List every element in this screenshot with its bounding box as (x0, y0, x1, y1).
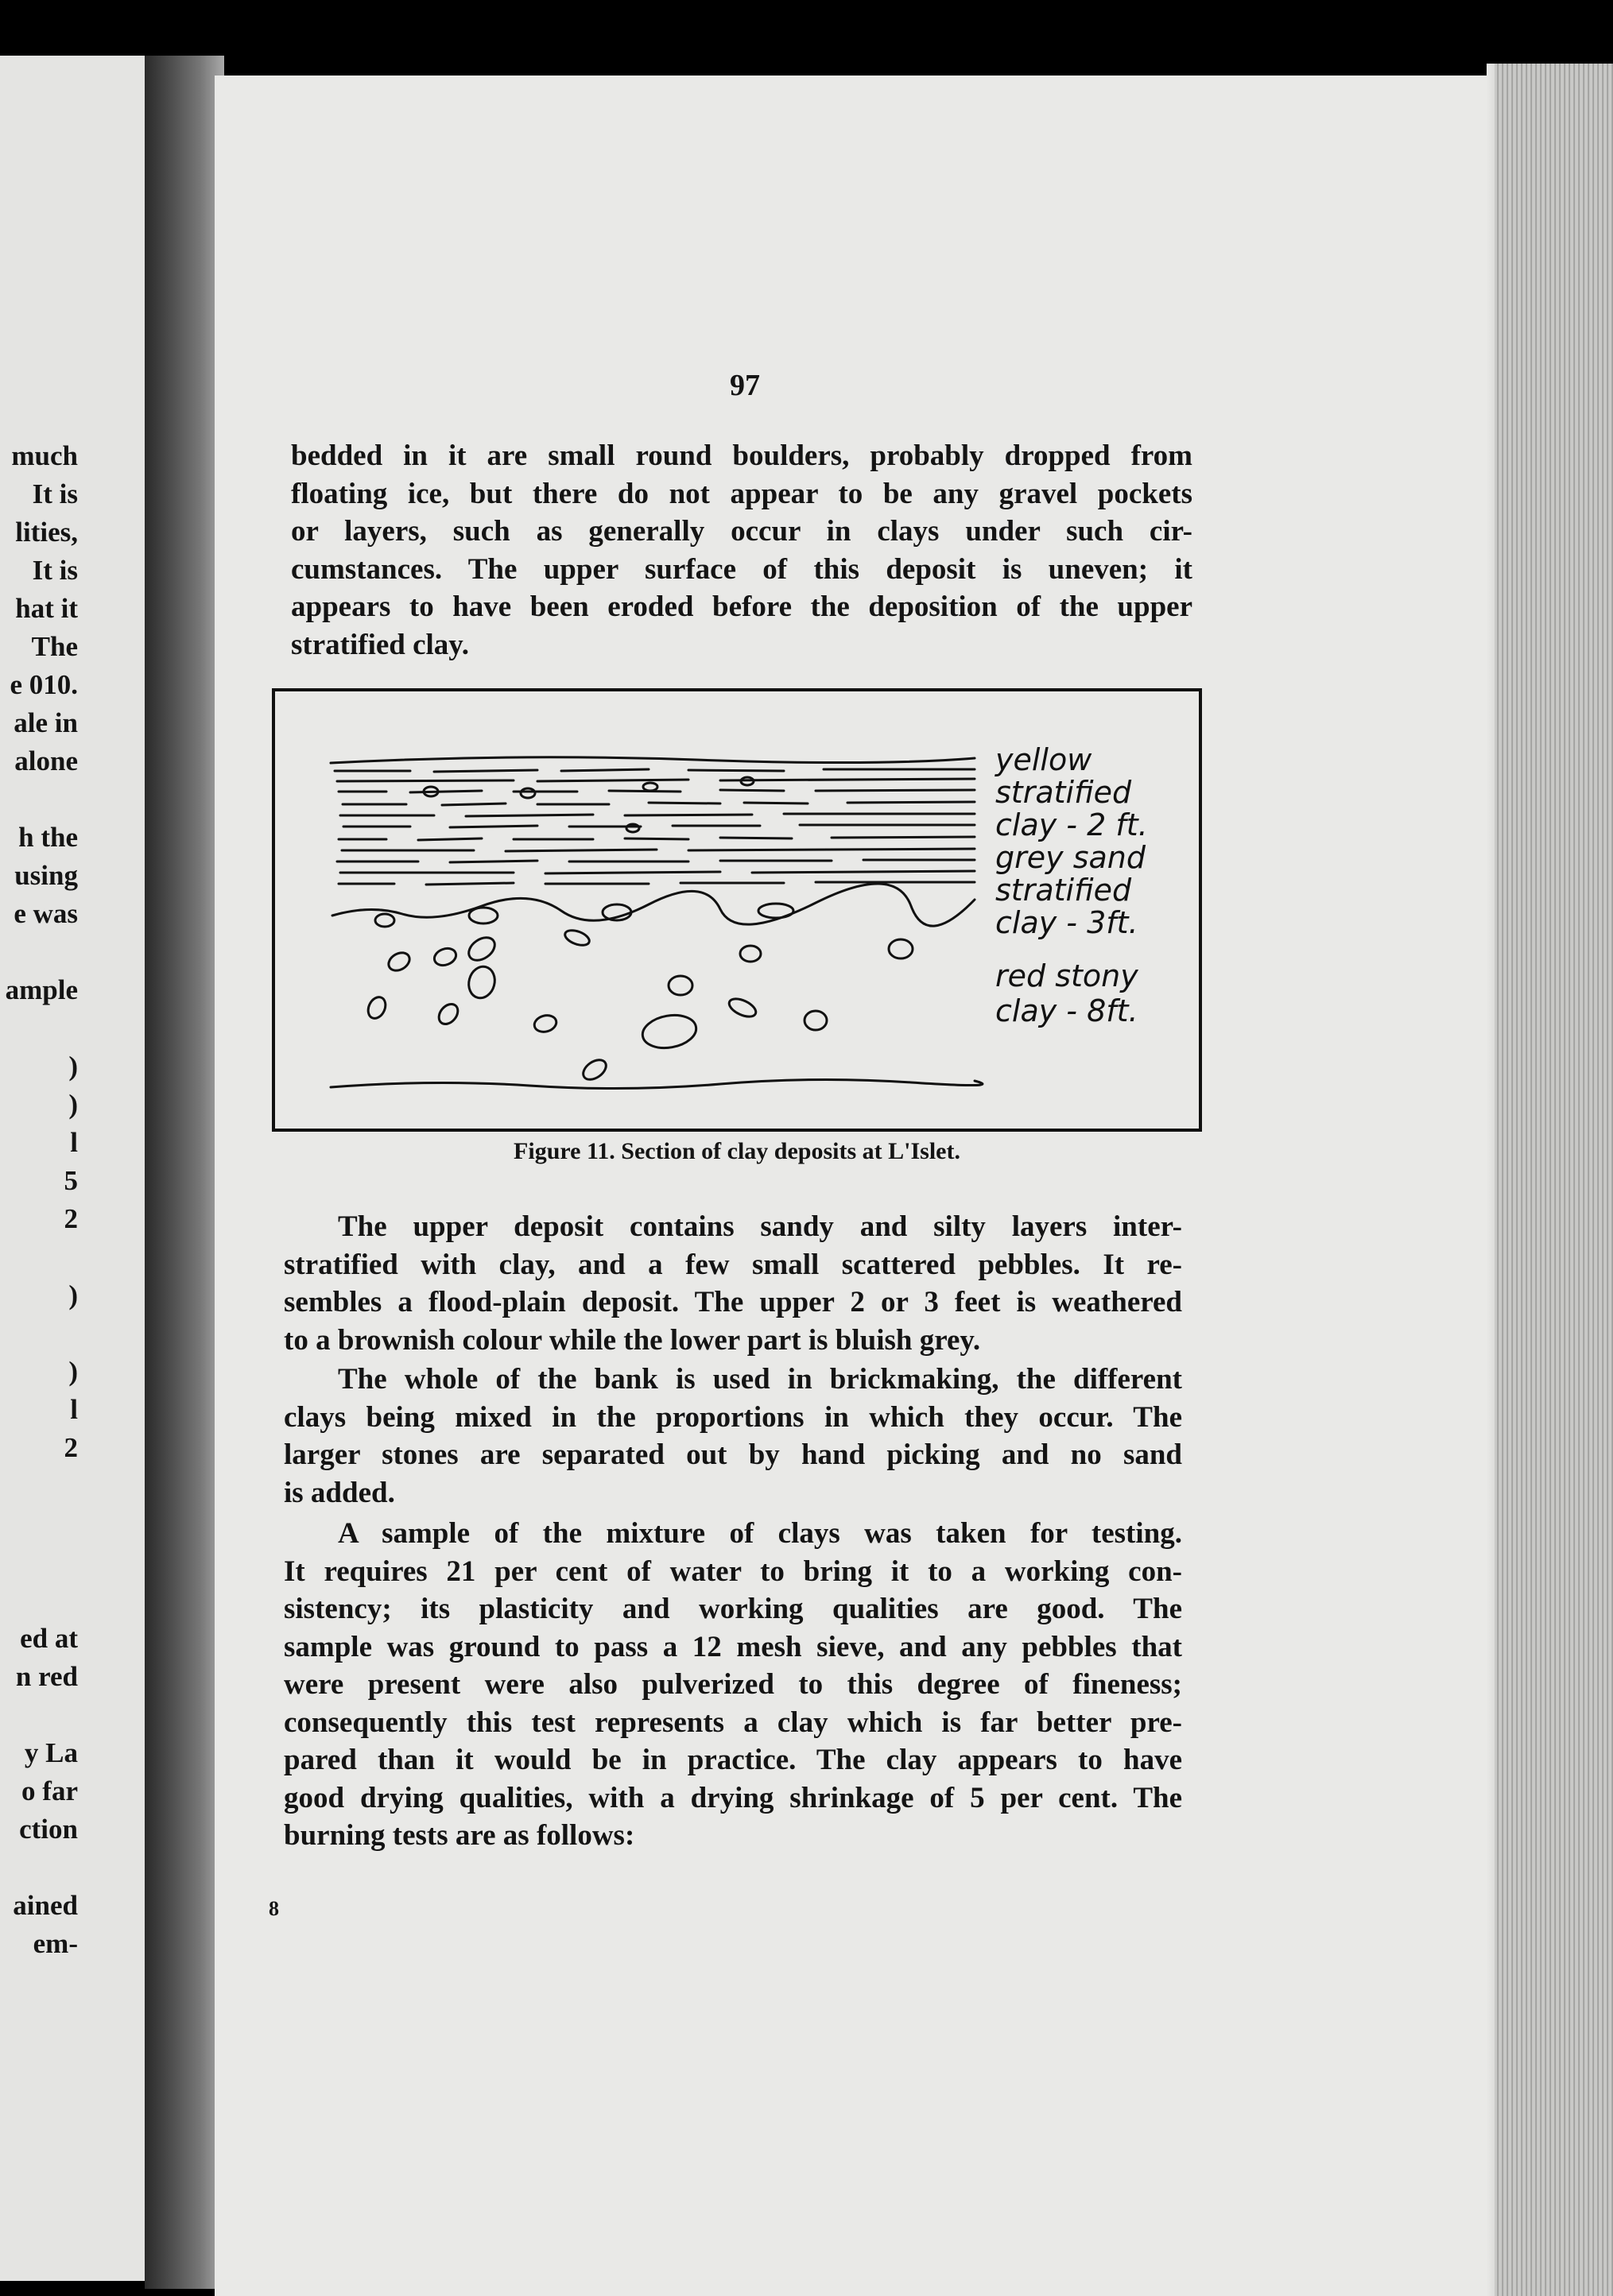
left-page-line: ained (13, 1890, 78, 1921)
text-line: clays being mixed in the proportions in which they occur. The (284, 1400, 1182, 1434)
text-line: stratified clay. (291, 628, 470, 661)
book-page-edges (1495, 64, 1613, 2296)
left-page-line (6, 1314, 78, 1353)
left-facing-page (0, 56, 151, 2281)
left-page-line: hat it (15, 593, 78, 624)
text-line: The upper deposit contains sandy and silty layers inter- (338, 1210, 1182, 1243)
left-page-line: ed at (20, 1623, 78, 1654)
text-line: cumstances. The upper surface of this deposit is uneven; it (291, 552, 1192, 586)
stratified-clay-layers (331, 757, 983, 1089)
left-page-line: ) (68, 1280, 78, 1311)
paragraph-3 (284, 1361, 1182, 1512)
left-page-line: It is (32, 555, 78, 586)
left-page-line: n red (15, 1661, 78, 1692)
left-page-line: 5 (64, 1165, 78, 1196)
text-line: is added. (284, 1476, 395, 1509)
label-clay-2ft: clay - 2 ft. (995, 807, 1148, 842)
label-red-stony: red stony (995, 958, 1138, 993)
left-page-line: y La (24, 1737, 78, 1768)
text-line: good drying qualities, with a drying shrinkage of 5 per cent. The (284, 1781, 1182, 1814)
label-grey-sand: grey sand (995, 840, 1146, 875)
text-line: were present were also pulverized to this degree of fineness; (284, 1668, 1182, 1701)
text-line: sistency; its plasticity and working qualities are good. The (284, 1593, 1182, 1625)
left-page-line: ction (19, 1814, 78, 1845)
label-clay-8ft: clay - 8ft. (995, 993, 1138, 1028)
left-page-line (6, 1582, 78, 1620)
text-line: or layers, such as generally occur in clays under such cir- (291, 515, 1192, 548)
text-line: burning tests are as follows: (284, 1819, 635, 1852)
left-page-line: 2 (64, 1203, 78, 1234)
text-line: appears to have been eroded before the deposition of the upper (291, 590, 1192, 623)
main-page (215, 76, 1502, 2296)
text-line: larger stones are separated out by hand picking and no sand (284, 1438, 1182, 1471)
label-clay-3ft: clay - 3ft. (995, 905, 1138, 940)
left-page-line: much (11, 440, 78, 471)
text-line: The whole of the bank is used in brickmaking, the different (338, 1363, 1182, 1396)
left-page-line (6, 780, 78, 819)
label-stratified: stratified (995, 775, 1132, 810)
text-line: stratified with clay, and a few small scattered pebbles. It re- (284, 1248, 1182, 1281)
left-page-line: The (31, 631, 78, 662)
left-page-line (6, 1238, 78, 1276)
left-page-line (6, 1467, 78, 1505)
figure-11-clay-section (272, 688, 1202, 1132)
left-page-line: 2 (64, 1432, 78, 1463)
book-gutter (145, 56, 224, 2289)
left-page-line (6, 1505, 78, 1543)
figure-caption: Figure 11. Section of clay deposits at L'Islet. (514, 1138, 960, 1164)
left-page-line: alone (14, 745, 78, 776)
left-page-line (6, 933, 78, 971)
text-line: sample was ground to pass a 12 mesh sieve, and any pebbles that (284, 1630, 1182, 1663)
left-page-text (6, 437, 78, 1963)
paragraph-1 (291, 437, 1192, 664)
left-page-line: ale in (14, 707, 78, 738)
text-line: consequently this test represents a clay which is far better pre- (284, 1706, 1182, 1739)
left-page-line: using (14, 860, 78, 891)
text-line: sembles a flood-plain deposit. The upper 2 or 3 feet is weathered (284, 1286, 1182, 1318)
signature-mark: 8 (269, 1897, 279, 1920)
left-page-line: ample (5, 974, 78, 1005)
text-line: floating ice, but there do not appear to be any gravel pockets (291, 477, 1192, 510)
left-page-line: It is (32, 478, 78, 509)
left-page-line: lities, (15, 517, 78, 548)
left-page-line: o far (21, 1775, 78, 1806)
left-page-line: l (70, 1127, 78, 1158)
page-number: 97 (730, 369, 760, 402)
text-line: bedded in it are small round boulders, probably dropped from (291, 439, 1192, 472)
left-page-line: e was (14, 898, 78, 929)
label-yellow: yellow (995, 742, 1092, 777)
left-page-line: h the (18, 822, 78, 853)
left-page-line (6, 1543, 78, 1582)
left-page-line: ) (68, 1089, 78, 1120)
left-page-line (6, 1009, 78, 1047)
pebbles (365, 777, 913, 1083)
label-stratified: stratified (995, 873, 1132, 908)
left-page-line (6, 1849, 78, 1887)
text-line: pared than it would be in practice. The clay appears to have (284, 1744, 1182, 1776)
text-line: to a brownish colour while the lower part is bluish grey. (284, 1323, 981, 1357)
left-page-line: ) (68, 1051, 78, 1082)
left-page-line: e 010. (10, 669, 78, 700)
left-page-line (6, 1696, 78, 1734)
paragraph-4 (284, 1515, 1182, 1855)
paragraph-2 (284, 1208, 1182, 1359)
text-line: It requires 21 per cent of water to bring it to a working con- (284, 1555, 1182, 1588)
left-page-line: l (70, 1394, 78, 1425)
left-page-line: ) (68, 1356, 78, 1387)
left-page-line: em- (33, 1928, 78, 1959)
text-line: A sample of the mixture of clays was taken for testing. (338, 1517, 1182, 1550)
